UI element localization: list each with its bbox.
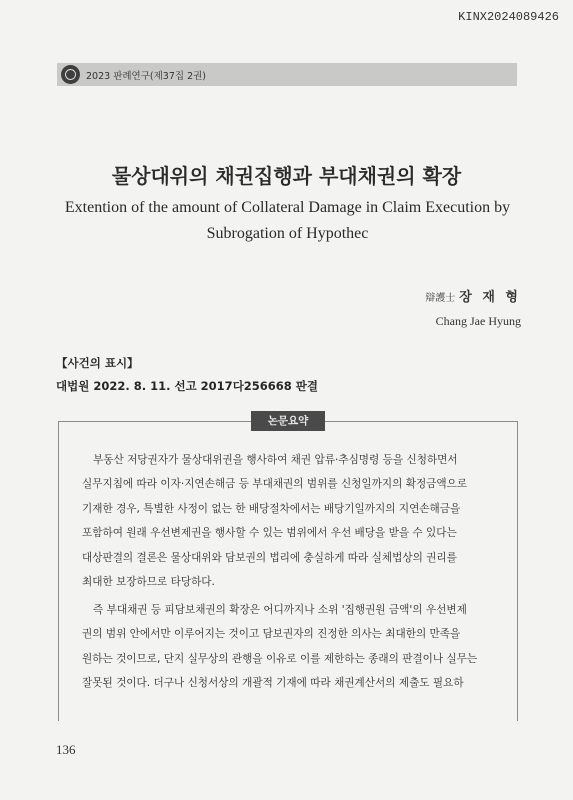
paper-title-english-line: Subrogation of Hypothec xyxy=(206,225,369,242)
abstract-paragraph-1 xyxy=(82,448,498,594)
running-header xyxy=(57,63,517,86)
abstract-line: 즉 부대채권 등 피담보채권의 확장은 어디까지나 소위 '집행권원 금액'의 우선변제 xyxy=(93,604,467,616)
author-title: 辯護士 xyxy=(425,293,456,304)
paper-title-korean: 물상대위의 채권집행과 부대채권의 확장 xyxy=(111,164,462,188)
document-id: KINX2024089426 xyxy=(458,10,559,24)
abstract-line: 부동산 저당권자가 물상대위권을 행사하여 채권 압류·추심명령 등을 신청하면서 xyxy=(93,454,458,466)
abstract-line: 원하는 것이므로, 단지 실무상의 관행을 이유로 이를 제한하는 종래의 판결이나 실무는 xyxy=(82,652,478,665)
running-header-title: 2023 판례연구(제37집 2권) xyxy=(86,70,207,82)
case-citation: 대법원 2022. 8. 11. 선고 2017다256668 판결 xyxy=(56,379,319,393)
abstract-paragraph-2 xyxy=(82,598,498,696)
abstract-line: 실무지침에 따라 이자·지연손해금 등 부대채권의 범위를 신청일까지의 확정금액으로 xyxy=(82,478,468,491)
page-number: 136 xyxy=(56,742,76,757)
abstract-line: 포함하여 원래 우선변제권을 행사할 수 있는 범위에서 우선 배당을 받을 수 있다는 xyxy=(82,527,457,540)
case-heading: 【사건의 표시】 xyxy=(56,356,139,370)
author-name-english: Chang Jae Hyung xyxy=(435,314,521,328)
abstract-line: 기재한 경우, 특별한 사정이 없는 한 배당절차에서는 배당기일까지의 지연손해금을 xyxy=(82,502,461,515)
paper-title-english-line: Extention of the amount of Collateral Damage in Claim Execution by xyxy=(64,199,511,216)
author-byline xyxy=(425,286,521,305)
paper-title-english xyxy=(55,195,520,247)
abstract-label: 논문요약 xyxy=(251,411,325,431)
abstract-line: 최대한 보장하므로 타당하다. xyxy=(82,576,215,589)
abstract-line: 권의 범위 안에서만 이루어지는 것이고 담보권자의 진정한 의사는 최대한의 만족을 xyxy=(82,628,461,641)
abstract-line: 대상판결의 결론은 물상대위와 담보권의 법리에 충실하게 따라 실체법상의 권리를 xyxy=(82,551,457,564)
abstract-line: 잘못된 것이다. 더구나 신청서상의 개괄적 기재에 따라 채권계산서의 제출도 필요하 xyxy=(82,677,464,690)
author-name: 장 재 형 xyxy=(459,290,521,305)
emblem-icon xyxy=(61,65,80,84)
